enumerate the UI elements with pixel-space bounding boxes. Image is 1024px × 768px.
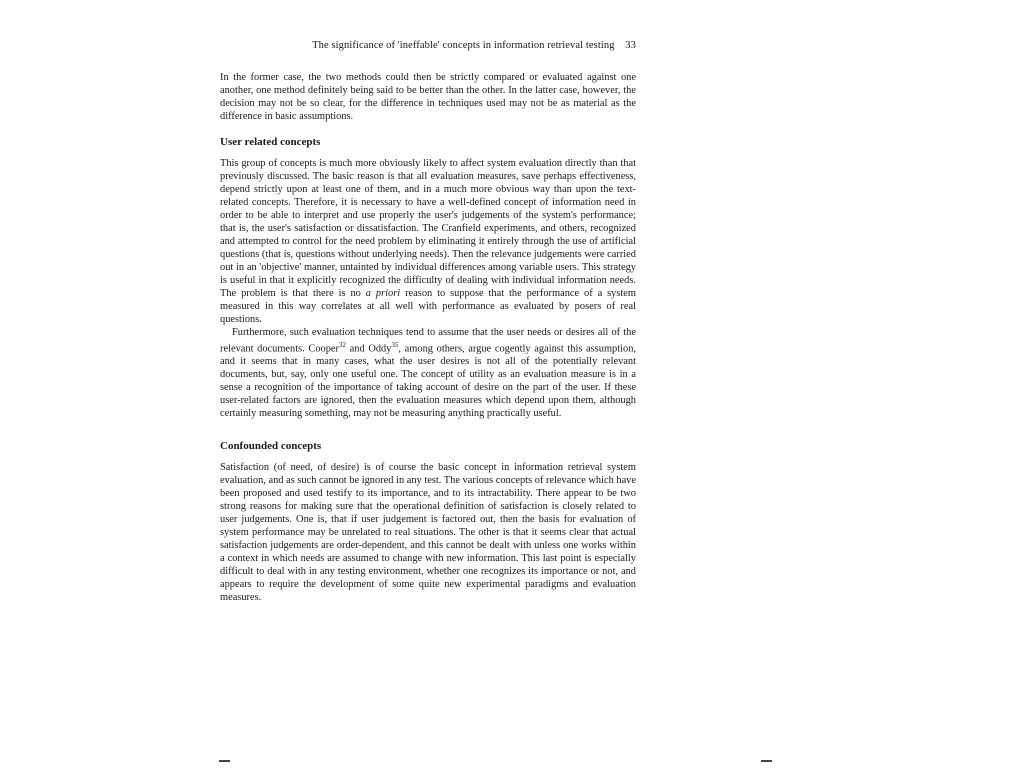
page-number: 33 (625, 40, 636, 51)
user-paragraph-2: Furthermore, such evaluation techniques tend to assume that the user needs or desires all of the relevant documents. Cooper$^{32}$ and Oddy$^{35}$, among others, argue cogently against this assumption, and it seems that in many cases, what the user desires is not all of the potentially relevant documents, but, say, only one useful one. The concept of utility as an evaluation measure is in a sense a recognition of the importance of taking account of desire on the part of the user. If these user-related factors are ignored, then the evaluation measures which depend upon them, although certainly measuring something, may not be measuring anything practically useful. (220, 327, 636, 420)
confounded-paragraph-1: Satisfaction (of need, of desire) is of course the basic concept in information retrieval system evaluation, and as such cannot be ignored in any test. The various concepts of relevance which have been proposed and used testify to its importance, and to its intractability. There appear to be two strong reasons for making sure that the operational definition of satisfaction is closely related to user judgements. One is, that if user judgement is factored out, then the basis for evaluation of system performance may be unrelated to real situations. The other is that it seems clear that actual satisfaction judgements are order-dependent, and this cannot be dealt with unless one works within a context in which needs are assumed to change with new information. This last point is especially difficult to deal with in any testing environment, whether one recognizes its importance or not, and appears to require the development of some quite new experimental paradigms and evaluation measures. (220, 462, 636, 604)
crop-mark-right (761, 760, 772, 762)
running-head-title: The significance of 'ineffable' concepts in information retrieval testing (312, 40, 615, 51)
user-paragraph-1: This group of concepts is much more obviously likely to affect system evaluation directly than that previously discussed. The basic reason is that all evaluation measures, save perhaps effectiveness, depend strictly upon at least one of them, and in a much more obvious way than upon the text-related concepts. Therefore, it is necessary to have a well-defined concept of information need in order to be able to interpret and use properly the user's judgements of the system's performance; that is, the user's satisfaction or dissatisfaction. The Cranfield experiments, and others, recognized and attempted to control for the need problem by eliminating it entirely through the use of artificial questions (that is, questions without underlying needs). Then the relevance judgements were carried out in an 'objective' manner, untainted by individual differences among variable users. This strategy is useful in that it explicitly recognized the difficulty of dealing with individual information needs. The problem is that there is no a priori reason to suppose that the performance of a system measured in this way correlates at all well with performance as evaluated by posers of real questions. (220, 158, 636, 325)
section-heading-user: User related concepts (220, 136, 321, 148)
intro-paragraph: In the former case, the two methods could then be strictly compared or evaluated against one another, one method definitely being said to be better than the other. In the latter case, however, the decision may not be so clear, for the difference in techniques used may not be as material as the difference in basic assumptions. (220, 72, 636, 122)
page-body (220, 40, 636, 604)
running-head (220, 40, 636, 51)
crop-mark-left (219, 760, 230, 762)
section-heading-confounded: Confounded concepts (220, 440, 322, 453)
